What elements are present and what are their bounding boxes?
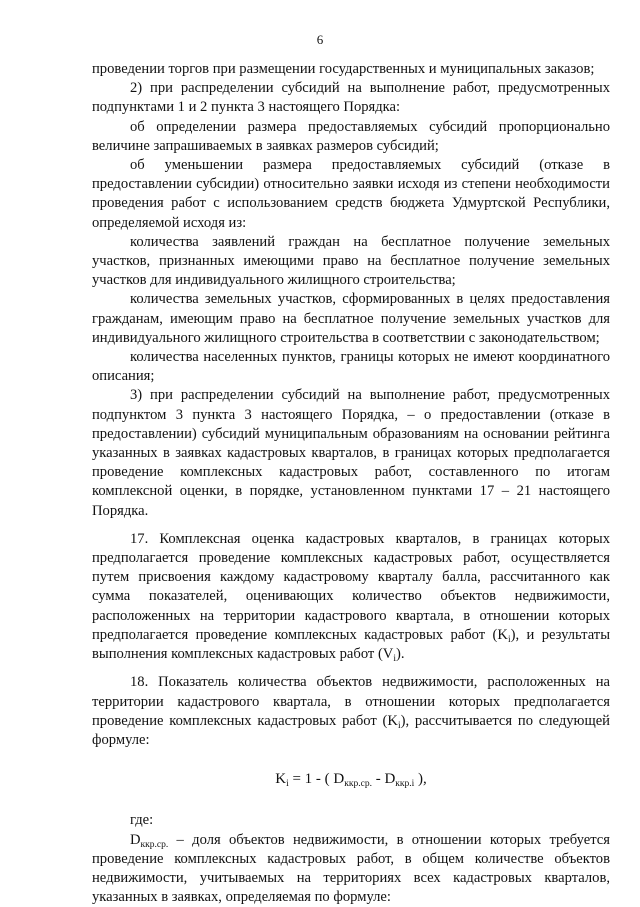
paragraph: 3) при распределении субсидий на выполнение работ, предусмотренных подпунктом 3 пункта 3 настоящего Порядка, – о предоставлении (отказе в предоставлении) субсидий муниципальным образованиям на основании рейтинга указанных в заявках кадастровых кварталов, в границах которых предполагается проведение комплексных кадастровых работ, составленного по итогам комплексной оценки, в порядке, установленном пунктами 17 – 21 настоящего Порядка.	[92, 387, 610, 519]
where-label: где:	[130, 812, 154, 829]
p18-text: 18. Показатель количества объектов недвижимости, расположенных на территории кадастрового квартала, в отношении которых предполагается проведение комплексных кадастровых работ (K	[92, 674, 610, 729]
formula-lhs: K	[275, 771, 287, 788]
p18-text-end: ), рассчитывается по следующей формуле:	[92, 712, 610, 748]
paragraph-17	[92, 530, 610, 664]
p17-text-mid: ), и результаты выполнения комплексных кадастровых работ (V	[92, 626, 610, 663]
definition-text: – доля объектов недвижимости, в отношении которых требуется проведение комплексных кадастровых работ, в общем количестве объектов недвижимости, учитываемых на территориях всех кадастровых кварталов, указанных в заявках, определяемая по формуле:	[92, 831, 610, 906]
paragraph: об определении размера предоставляемых субсидий пропорционально величине запрашиваемых в заявках размеров субсидий;	[92, 118, 610, 154]
paragraph: количества заявлений граждан на бесплатное получение земельных участков, признанных имеющими право на бесплатное получение земельных участков для индивидуального жилищного строительства;	[92, 233, 610, 289]
paragraph: 2) при распределении субсидий на выполнение работ, предусмотренных подпунктами 1 и 2 пункта 3 настоящего Порядка:	[92, 80, 610, 116]
formula-subscript: ккр.ср.	[344, 779, 372, 790]
p17-subscript: i	[507, 634, 511, 645]
page-number: 6	[316, 32, 324, 47]
definition-subscript: ккр.ср.	[140, 839, 169, 850]
p17-text-end: ).	[396, 646, 405, 663]
definition	[92, 831, 610, 907]
formula	[92, 770, 610, 789]
paragraph: количества населенных пунктов, границы которых не имеют координатного описания;	[92, 349, 610, 385]
p17-subscript: i	[393, 654, 396, 665]
formula-minus: - D	[371, 771, 396, 788]
formula-end: ),	[414, 771, 427, 788]
paragraph: об уменьшении размера предоставляемых субсидий (отказе в предоставлении субсидии) относительно заявки исходя из степени необходимости проведения работ с использованием средств бюджета Удмуртской Республики, определяемой исходя из:	[92, 157, 610, 231]
p17-text: 17. Комплексная оценка кадастровых кварталов, в границах которых предполагается проведение комплексных кадастровых работ, осуществляется путем присвоения каждому кадастровому кварталу балла, рассчитанного как сумма показателей, оценивающих количество объектов недвижимости, расположенных на территории кадастрового квартала, в отношении которых предполагается проведение комплексных кадастровых работ (K	[92, 530, 610, 643]
paragraph-18	[92, 673, 610, 750]
formula-subscript: ккр.i	[395, 779, 415, 790]
paragraph: количества земельных участков, сформированных в целях предоставления гражданам, имеющим право на бесплатное получение земельных участков для индивидуального жилищного строительства в соответствии с законодательством;	[92, 291, 610, 346]
paragraph: проведении торгов при размещении государственных и муниципальных заказов;	[92, 61, 595, 77]
formula-op: = 1 - ( D	[288, 771, 345, 788]
p18-subscript: i	[397, 720, 401, 731]
formula-subscript: i	[286, 779, 289, 790]
definition-symbol: D	[130, 831, 141, 848]
document-body	[92, 60, 610, 907]
